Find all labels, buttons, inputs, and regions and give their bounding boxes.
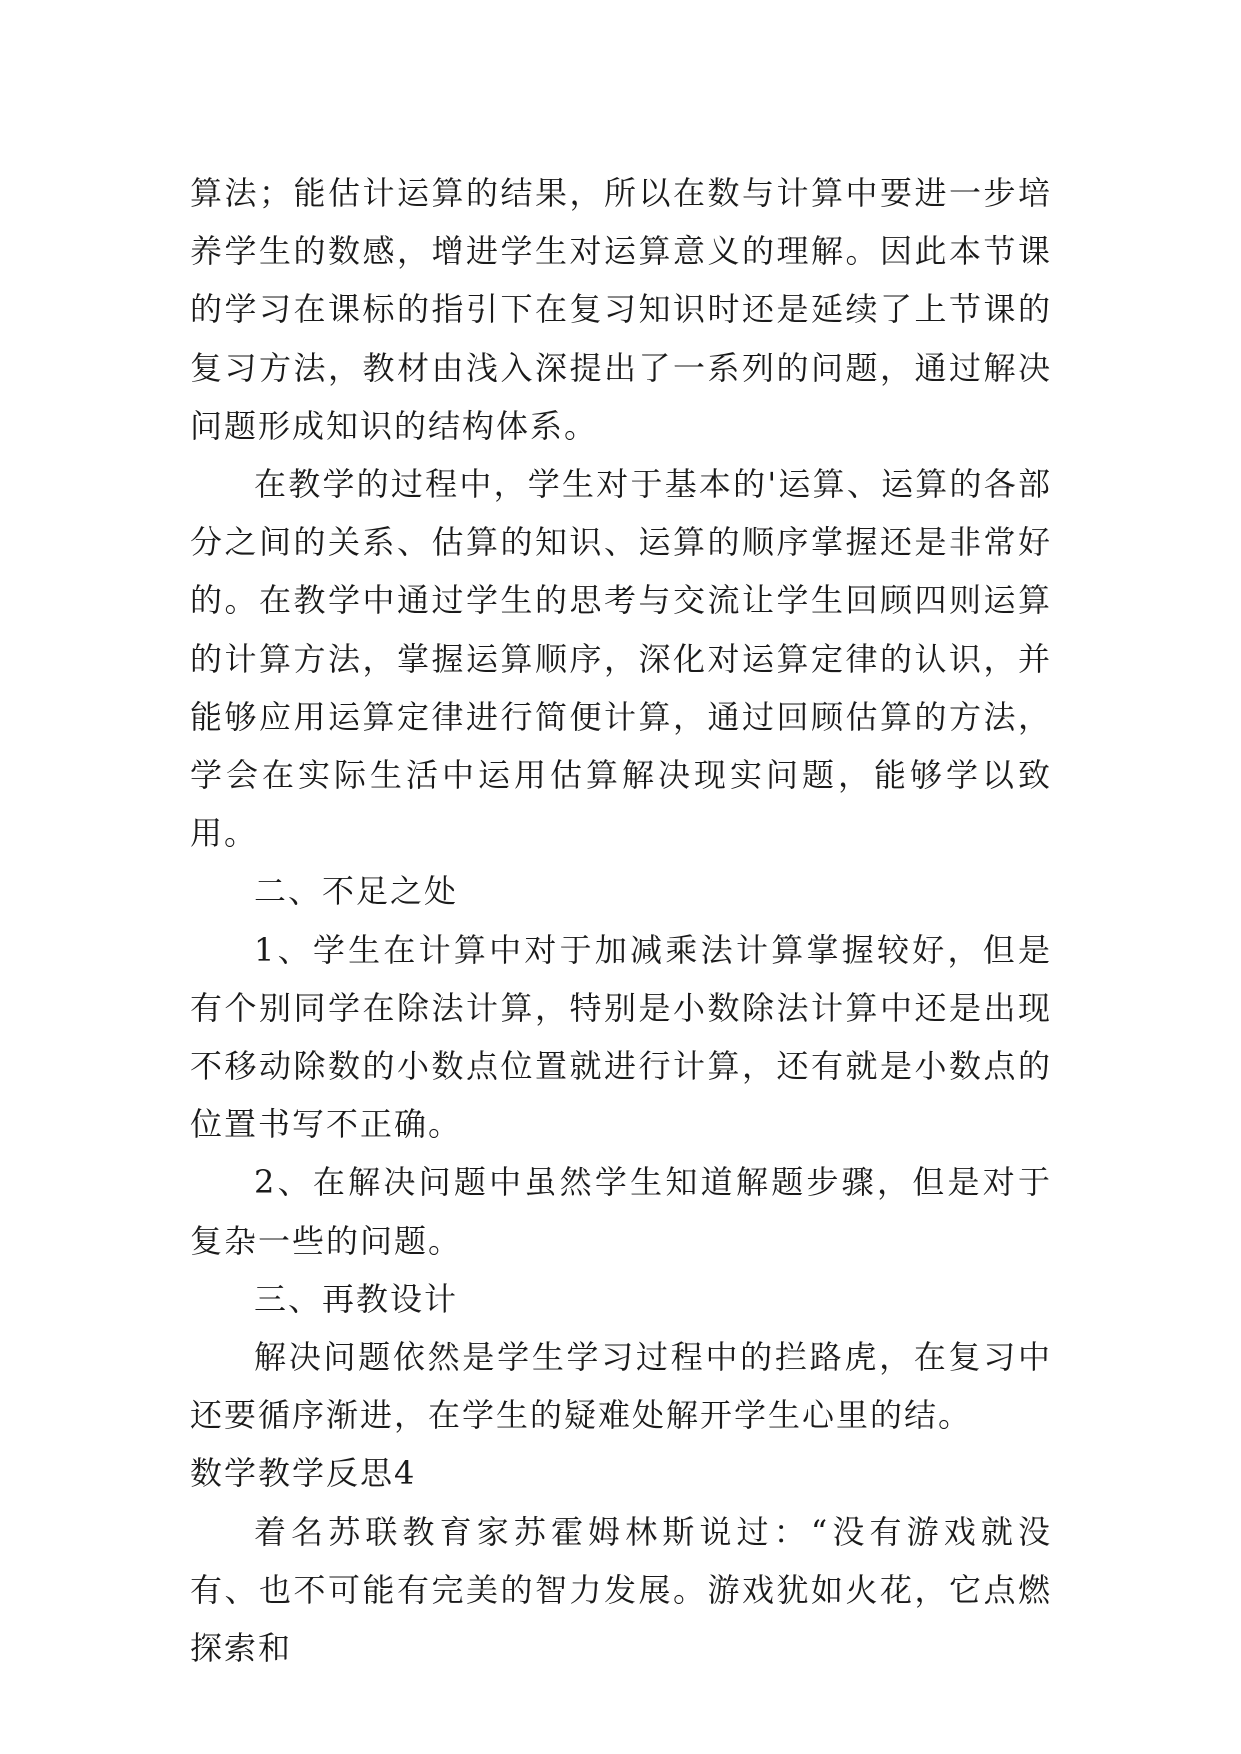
section-heading-shortcomings: 二、不足之处 [254,872,459,911]
article-title: 数学教学反思4 [190,1454,417,1493]
paragraph-teaching-process: 在教学的过程中，学生对于基本的'运算、运算的各部分之间的关系、估算的知识、运算的顺序掌握还是非常好的。在教学中通过学生的思考与交流让学生回顾四则运算的计算方法，掌握运算顺序，深化对运算定律的认识，并能够应用运算定律进行简便计算，通过回顾估算的方法，学会在实际生活中运用估算解决现实问题，能够学以致用。 [190,465,1052,853]
paragraph-article-intro: 着名苏联教育家苏霍姆林斯说过：“没有游戏就没有、也不可能有完美的智力发展。游戏犹如火花，它点燃探索和 [190,1512,1052,1668]
paragraph-redesign: 解决问题依然是学生学习过程中的拦路虎，在复习中还要循序渐进，在学生的疑难处解开学生心里的结。 [190,1338,1052,1435]
document-body [190,164,1052,1677]
section-heading-redesign: 三、再教设计 [254,1279,459,1318]
paragraph-continuation: 算法；能估计运算的结果，所以在数与计算中要进一步培养学生的数感，增进学生对运算意义的理解。因此本节课的学习在课标的指引下在复习知识时还是延续了上节课的复习方法，教材由浅入深提出了一系列的问题，通过解决问题形成知识的结构体系。 [190,174,1052,445]
paragraph-shortcoming-2: 2、在解决问题中虽然学生知道解题步骤，但是对于复杂一些的问题。 [190,1163,1052,1260]
paragraph-shortcoming-1: 1、学生在计算中对于加减乘法计算掌握较好，但是有个别同学在除法计算，特别是小数除法计算中还是出现不移动除数的小数点位置就进行计算，还有就是小数点的位置书写不正确。 [190,930,1052,1144]
